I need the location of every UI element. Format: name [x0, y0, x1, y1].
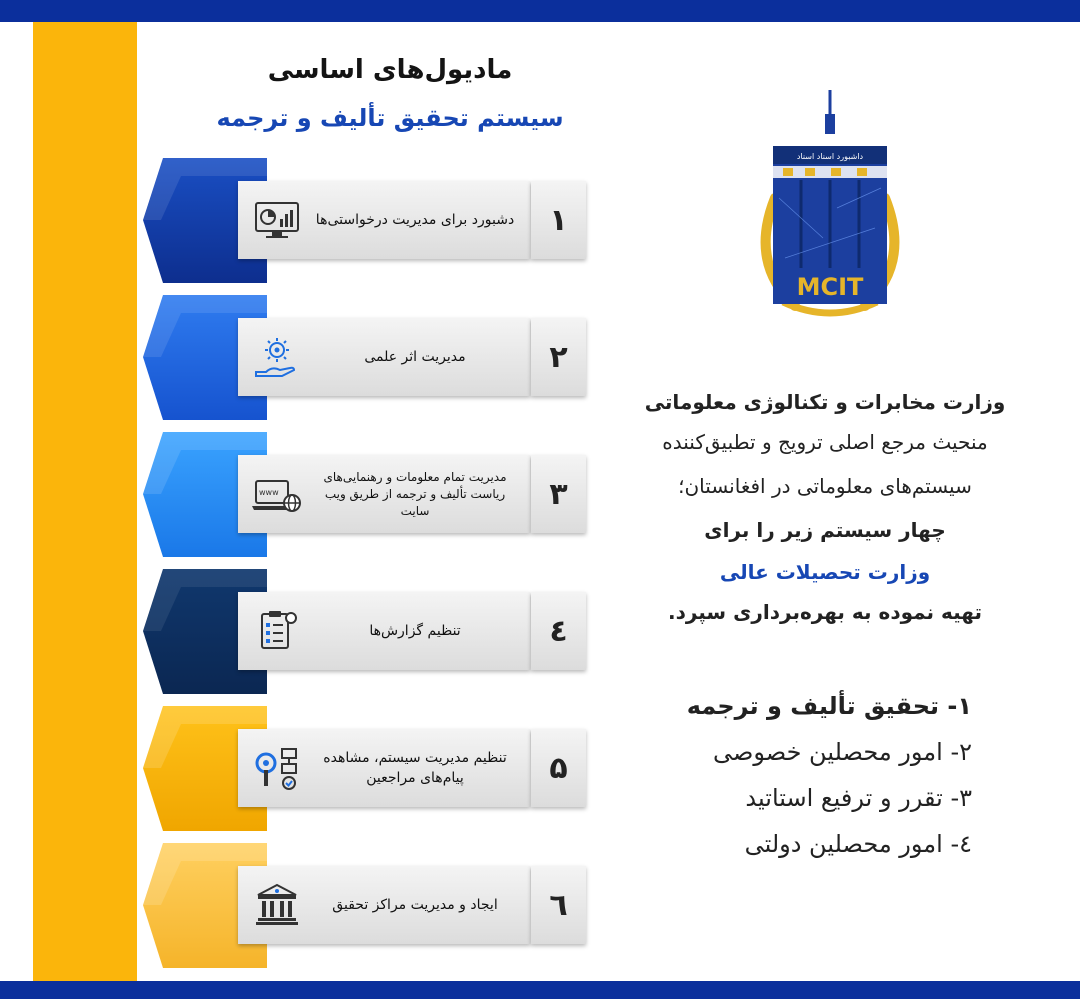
module-number-6: ٦: [531, 866, 586, 944]
left-yellow-strip: [33, 22, 137, 981]
module-text-3: مدیریت تمام معلومات و رهنمایی‌های ریاست تألیف و ترجمه از طریق ویب سایت: [323, 469, 507, 518]
intro-line-3: سیستم‌های معلوماتی در افغانستان؛: [678, 474, 972, 498]
module-text-4: تنظیم گزارش‌ها: [369, 623, 461, 639]
svg-text:www: www: [259, 488, 279, 497]
top-border-bar: [0, 0, 1080, 22]
system-item-4: ٤- امور محصلین دولتی: [744, 830, 972, 858]
logo-text: MCIT: [796, 273, 864, 301]
intro-line-4: چهار سیستم زیر را برای: [704, 518, 946, 542]
module-card-5[interactable]: [238, 729, 530, 807]
module-number-5: ۵: [531, 729, 586, 807]
module-card-4[interactable]: [238, 592, 530, 670]
module-number-2: ۲: [531, 318, 586, 396]
intro-line-5: وزارت تحصیلات عالی: [719, 560, 931, 584]
system-item-1: ۱- تحقیق تألیف و ترجمه: [686, 692, 972, 720]
intro-line-1: وزارت مخابرات و تکنالوژی معلوماتی: [644, 390, 1006, 414]
module-number-1: ۱: [531, 181, 586, 259]
module-text-5: تنظیم مدیریت سیستم، مشاهده پیام‌های مراجعین: [323, 750, 507, 786]
page-title: ماديول‌های اساسی: [267, 55, 513, 85]
page-subtitle: سیستم تحقیق تألیف و ترجمه: [216, 104, 564, 132]
laptop-www-icon: [252, 469, 302, 519]
system-item-2: ۲- امور محصلین خصوصی: [713, 738, 972, 766]
module-card-1[interactable]: [238, 181, 530, 259]
institution-building-icon: [252, 880, 302, 930]
system-item-3: ۳- تقرر و ترفیع استاتید: [745, 784, 972, 812]
module-number-4: ٤: [531, 592, 586, 670]
bottom-border-bar: [0, 981, 1080, 999]
ministry-logo-icon: [735, 88, 925, 333]
report-clipboard-icon: [252, 606, 302, 656]
settings-flowchart-icon: [252, 743, 302, 793]
intro-line-6: تهیه نموده به بهره‌برداری سپرد.: [667, 600, 983, 624]
dashboard-monitor-icon: [252, 195, 302, 245]
gear-hand-icon: [252, 332, 302, 382]
module-card-2[interactable]: [238, 318, 530, 396]
module-text-2: مدیریت اثر علمی: [364, 349, 466, 365]
module-text-6: ایجاد و مدیریت مراکز تحقیق: [332, 897, 498, 913]
intro-line-2: منحیث مرجع اصلی ترویج و تطبیق‌کننده: [662, 430, 988, 454]
module-number-3: ۳: [531, 455, 586, 533]
module-text-1: دشبورد برای مدیریت درخواستی‌ها: [315, 212, 515, 228]
module-card-3[interactable]: [238, 455, 530, 533]
module-card-6[interactable]: [238, 866, 530, 944]
logo-banner-text: داشبورد اسناد اسناد: [796, 152, 864, 161]
